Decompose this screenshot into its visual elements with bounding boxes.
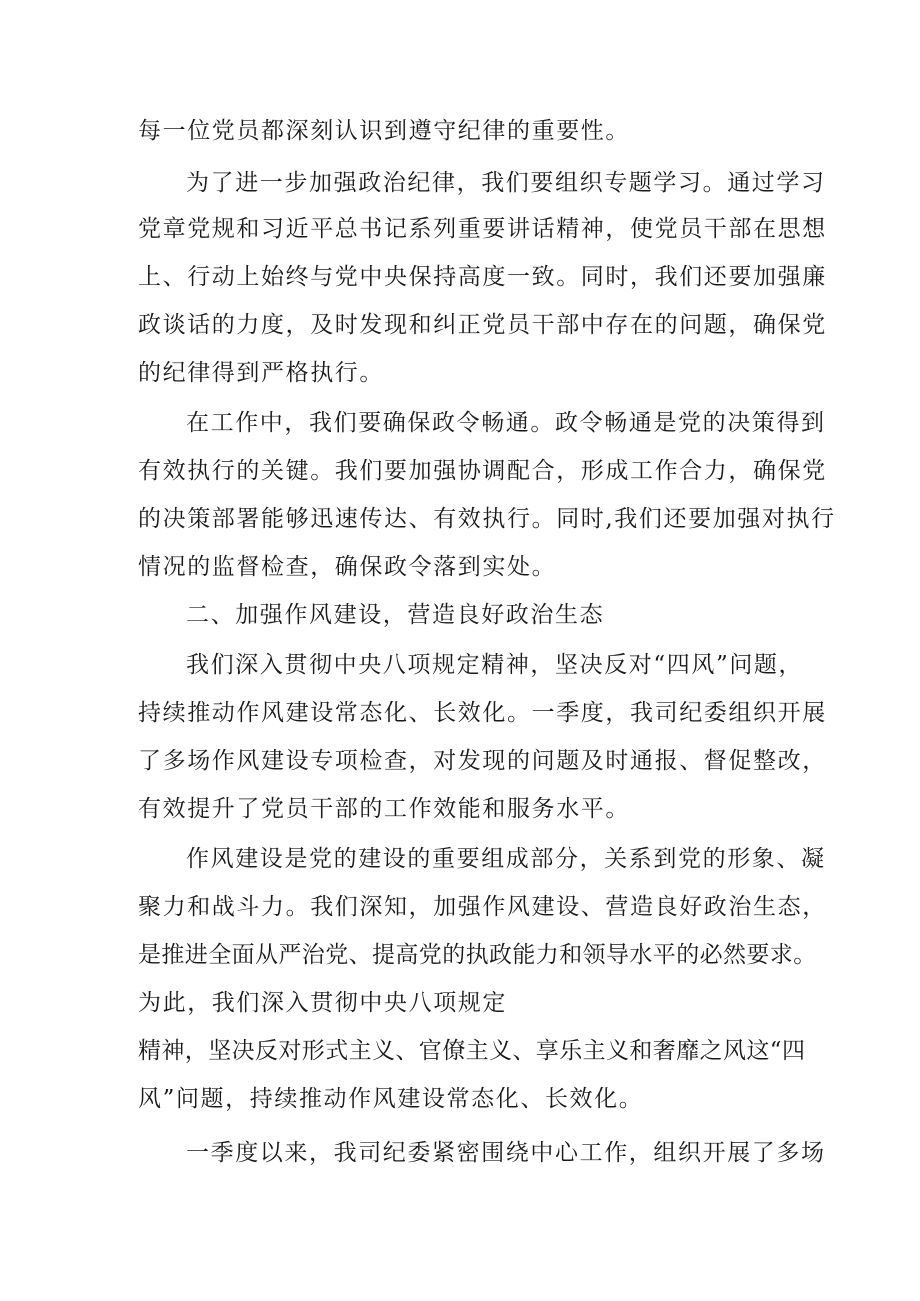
text-line-15: 有效提升了党员干部的工作效能和服务水平。 xyxy=(138,796,630,822)
text-line-12: 我们深入贯彻中央八项规定精神，坚决反对“四风”问题， xyxy=(186,652,804,678)
text-line-9: 的决策部署能够迅速传达、有效执行。同时,我们还要加强对执行 xyxy=(138,506,836,532)
text-line-16: 作风建设是党的建设的重要组成部分，关系到党的形象、凝 xyxy=(186,846,826,872)
text-line-2: 为了进一步加强政治纪律，我们要组织专题学习。通过学习 xyxy=(186,170,826,196)
text-line-7: 在工作中，我们要确保政令畅通。政令畅通是党的决策得到 xyxy=(186,410,826,436)
text-line-6: 的纪律得到严格执行。 xyxy=(138,360,384,386)
text-line-3: 党章党规和习近平总书记系列重要讲话精神，使党员干部在思想 xyxy=(138,216,827,242)
text-line-10: 情况的监督检查，确保政令落到实处。 xyxy=(138,554,557,580)
text-line-21: 风”问题，持续推动作风建设常态化、长效化。 xyxy=(138,1086,644,1112)
text-line-20: 精神，坚决反对形式主义、官僚主义、享乐主义和奢靡之风这“四 xyxy=(138,1038,806,1064)
text-line-18: 是推进全面从严治党、提高党的执政能力和领导水平的必然要求。 xyxy=(138,942,817,968)
text-line-19: 为此，我们深入贯彻中央八项规定 xyxy=(138,990,507,1016)
text-line-14: 了多场作风建设专项检查，对发现的问题及时通报、督促整改， xyxy=(138,748,827,774)
section-heading: 二、加强作风建设，营造良好政治生态 xyxy=(186,602,605,628)
text-line-5: 政谈话的力度，及时发现和纠正党员干部中存在的问题，确保党 xyxy=(138,312,827,338)
text-line-17: 聚力和战斗力。我们深知，加强作风建设、营造良好政治生态， xyxy=(138,894,827,920)
text-line-4: 上、行动上始终与党中央保持高度一致。同时，我们还要加强廉 xyxy=(138,264,827,290)
text-line-22: 一季度以来，我司纪委紧密围绕中心工作，组织开展了多场 xyxy=(186,1140,826,1166)
text-line-8: 有效执行的关键。我们要加强协调配合，形成工作合力，确保党 xyxy=(138,458,827,484)
text-line-1: 每一位党员都深刻认识到遵守纪律的重要性。 xyxy=(138,118,630,144)
text-line-13: 持续推动作风建设常态化、长效化。一季度，我司纪委组织开展 xyxy=(138,700,827,726)
